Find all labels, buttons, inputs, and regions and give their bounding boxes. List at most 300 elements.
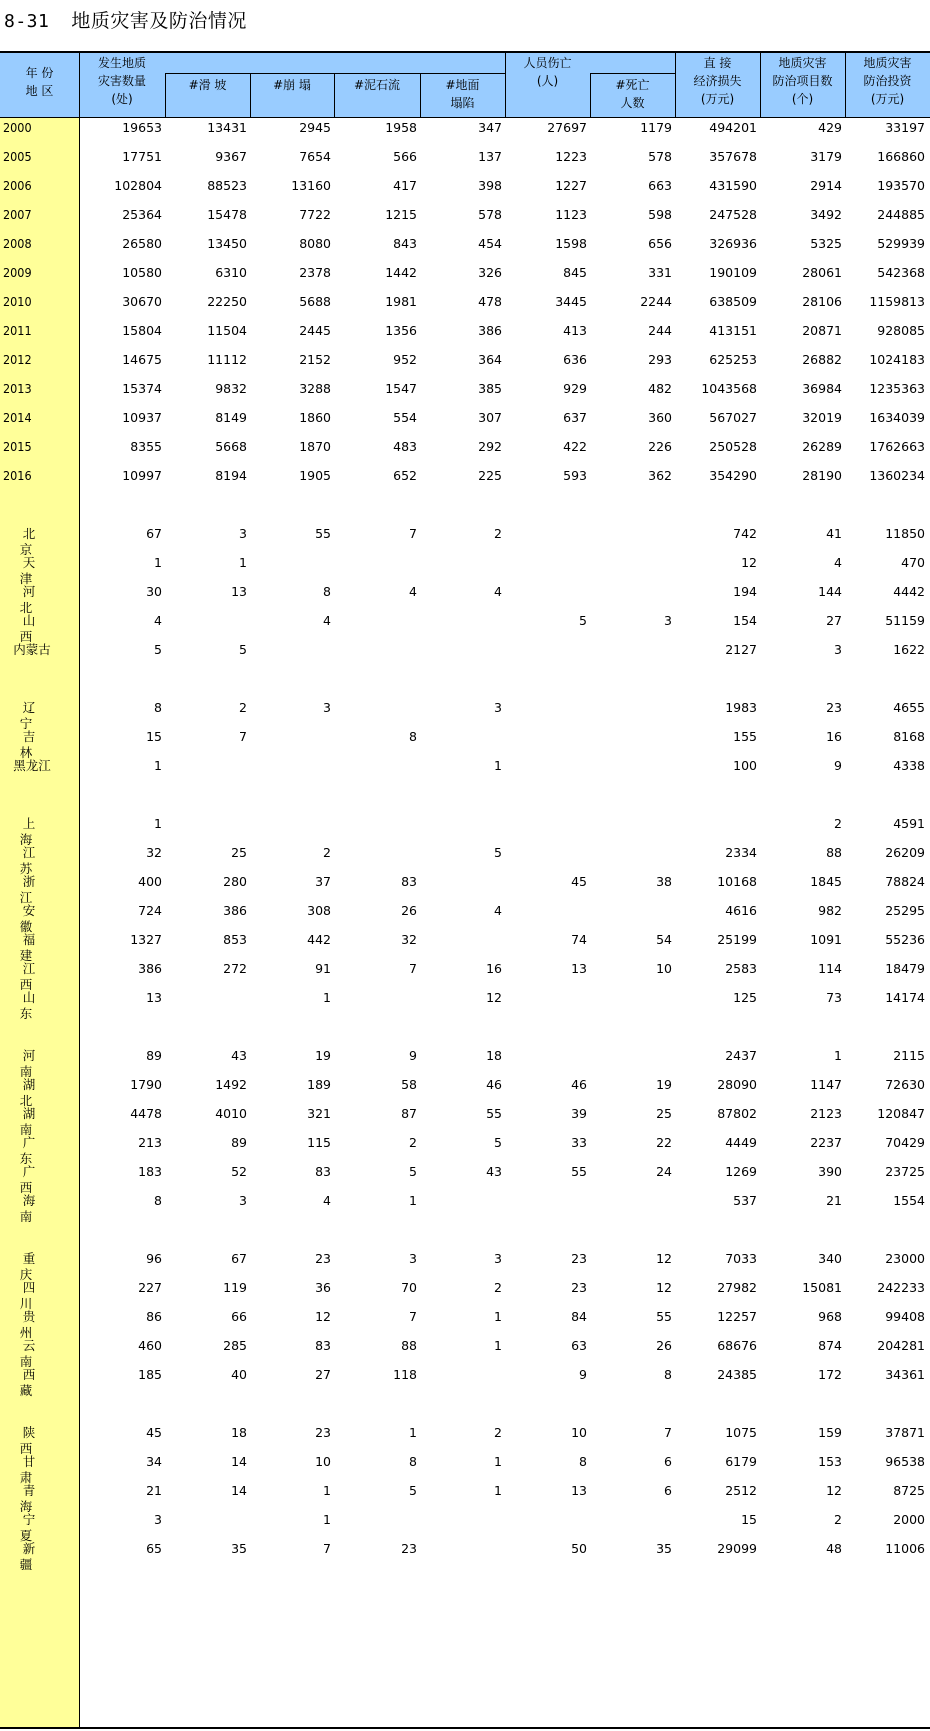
table-cell-loss: 10168 [717,874,757,889]
table-cell-collapse: 4 [323,1193,331,1208]
table-cell-collapse: 23 [315,1425,331,1440]
table-cell-investment: 34361 [885,1367,925,1382]
table-cell-debris-flow: 118 [393,1367,417,1382]
table-cell-projects: 28061 [802,265,842,280]
table-cell-disasters: 8 [154,700,162,715]
table-cell-landslide: 285 [223,1338,247,1353]
table-cell-subsidence: 1 [494,758,502,773]
table-cell-projects: 390 [818,1164,842,1179]
row-label-region: 北京 [19,526,48,557]
table-cell-collapse: 2445 [299,323,331,338]
table-cell-disasters: 15804 [122,323,162,338]
table-cell-projects: 9 [834,758,842,773]
table-cell-investment: 96538 [885,1454,925,1469]
table-cell-debris-flow: 87 [401,1106,417,1121]
row-label-region: 湖北 [19,1077,48,1108]
table-cell-landslide: 3 [239,1193,247,1208]
table-cell-investment: 470 [901,555,925,570]
header-deaths [590,76,675,112]
table-cell-landslide: 3 [239,526,247,541]
table-cell-disasters: 19653 [122,120,162,135]
row-label-region: 广东 [19,1135,48,1166]
table-cell-disasters: 96 [146,1251,162,1266]
table-cell-disasters: 4478 [130,1106,162,1121]
table-cell-loss: 29099 [717,1541,757,1556]
table-cell-loss: 2334 [725,845,757,860]
table-cell-collapse: 7 [323,1541,331,1556]
table-cell-investment: 2000 [893,1512,925,1527]
table-cell-loss: 742 [733,526,757,541]
table-cell-debris-flow: 1958 [385,120,417,135]
row-label-year: 2015 [3,439,32,454]
table-cell-collapse: 8 [323,584,331,599]
table-cell-projects: 874 [818,1338,842,1353]
table-cell-collapse: 1 [323,1483,331,1498]
table-cell-investment: 529939 [877,236,925,251]
table-cell-debris-flow: 952 [393,352,417,367]
table-cell-deaths: 244 [648,323,672,338]
row-label-region: 辽宁 [19,700,48,731]
row-label-region: 广西 [19,1164,48,1195]
header-divider [505,52,506,117]
table-cell-investment: 55236 [885,932,925,947]
table-cell-investment: 193570 [877,178,925,193]
table-cell-investment: 928085 [877,323,925,338]
table-cell-disasters: 14675 [122,352,162,367]
table-cell-casualties: 63 [571,1338,587,1353]
table-cell-disasters: 10997 [122,468,162,483]
table-cell-deaths: 293 [648,352,672,367]
table-cell-subsidence: 18 [486,1048,502,1063]
table-cell-loss: 494201 [709,120,757,135]
table-cell-casualties: 5 [579,613,587,628]
table-cell-projects: 27 [826,613,842,628]
row-label-region: 天津 [19,555,48,586]
table-cell-landslide: 2 [239,700,247,715]
table-cell-deaths: 54 [656,932,672,947]
table-cell-investment: 204281 [877,1338,925,1353]
table-cell-loss: 125 [733,990,757,1005]
table-cell-subsidence: 1 [494,1338,502,1353]
table-cell-projects: 4 [834,555,842,570]
table-cell-disasters: 400 [138,874,162,889]
table-cell-investment: 2115 [893,1048,925,1063]
header-disasters-line: 发生地质 [97,56,146,70]
table-cell-projects: 144 [818,584,842,599]
table-cell-subsidence: 16 [486,961,502,976]
table-cell-casualties: 74 [571,932,587,947]
table-cell-disasters: 185 [138,1367,162,1382]
header-collapse [250,76,334,94]
table-cell-disasters: 15 [146,729,162,744]
table-cell-casualties: 9 [579,1367,587,1382]
table-cell-collapse: 5688 [299,294,331,309]
table-cell-subsidence: 225 [478,468,502,483]
table-cell-collapse: 13160 [291,178,331,193]
row-label-region: 湖南 [19,1106,48,1137]
table-cell-projects: 26882 [802,352,842,367]
table-cell-projects: 3 [834,642,842,657]
header-projects-line: 防治项目数 [772,74,833,88]
table-cell-deaths: 35 [656,1541,672,1556]
header-disasters-line: (处) [111,92,133,106]
table-cell-loss: 6179 [725,1454,757,1469]
table-cell-disasters: 21 [146,1483,162,1498]
table-cell-disasters: 1 [154,816,162,831]
table-cell-loss: 326936 [709,236,757,251]
table-cell-collapse: 321 [307,1106,331,1121]
table-cell-loss: 28090 [717,1077,757,1092]
table-cell-disasters: 724 [138,903,162,918]
row-label-region: 宁夏 [19,1512,48,1543]
table-cell-projects: 1 [834,1048,842,1063]
table-cell-investment: 26209 [885,845,925,860]
header-collapse-line: #崩 塌 [273,78,311,92]
table-cell-collapse: 1870 [299,439,331,454]
header-divider [79,52,80,117]
table-cell-collapse: 1 [323,990,331,1005]
table-cell-deaths: 26 [656,1338,672,1353]
row-label-year: 2010 [3,294,32,309]
header-divider [675,52,676,117]
header-economic-loss-line: (万元) [700,92,735,106]
table-cell-landslide: 14 [231,1454,247,1469]
table-cell-subsidence: 2 [494,526,502,541]
table-cell-collapse: 2378 [299,265,331,280]
table-cell-casualties: 413 [563,323,587,338]
table-cell-investment: 8168 [893,729,925,744]
header-projects [760,54,845,108]
table-cell-collapse: 55 [315,526,331,541]
table-cell-disasters: 1 [154,555,162,570]
table-cell-collapse: 83 [315,1338,331,1353]
table-cell-deaths: 578 [648,149,672,164]
table-cell-subsidence: 364 [478,352,502,367]
table-cell-loss: 413151 [709,323,757,338]
table-cell-loss: 247528 [709,207,757,222]
table-cell-landslide: 386 [223,903,247,918]
table-cell-subsidence: 137 [478,149,502,164]
table-cell-casualties: 929 [563,381,587,396]
table-cell-debris-flow: 88 [401,1338,417,1353]
table-cell-casualties: 422 [563,439,587,454]
table-cell-investment: 78824 [885,874,925,889]
table-cell-investment: 33197 [885,120,925,135]
table-cell-disasters: 89 [146,1048,162,1063]
table-cell-subsidence: 1 [494,1454,502,1469]
row-label-region: 黑龙江 [13,758,51,773]
table-cell-subsidence: 12 [486,990,502,1005]
table-cell-subsidence: 578 [478,207,502,222]
table-cell-projects: 26289 [802,439,842,454]
table-cell-debris-flow: 26 [401,903,417,918]
table-cell-subsidence: 326 [478,265,502,280]
header-debris-flow [334,76,420,94]
table-cell-casualties: 10 [571,1425,587,1440]
table-cell-loss: 194 [733,584,757,599]
table-cell-landslide: 22250 [207,294,247,309]
table-cell-loss: 537 [733,1193,757,1208]
header-economic-loss-line: 直 接 [703,56,732,70]
table-cell-investment: 4338 [893,758,925,773]
table-cell-debris-flow: 554 [393,410,417,425]
subheader-border-casualties [590,73,675,74]
table-cell-projects: 159 [818,1425,842,1440]
table-cell-investment: 18479 [885,961,925,976]
table-cell-casualties: 55 [571,1164,587,1179]
table-cell-disasters: 30670 [122,294,162,309]
table-cell-investment: 1762663 [869,439,925,454]
table-cell-landslide: 9832 [215,381,247,396]
table-cell-loss: 2127 [725,642,757,657]
header-deaths-line: 人数 [620,96,645,110]
table-cell-loss: 24385 [717,1367,757,1382]
table-cell-subsidence: 1 [494,1483,502,1498]
table-cell-debris-flow: 1981 [385,294,417,309]
table-cell-subsidence: 347 [478,120,502,135]
table-cell-debris-flow: 83 [401,874,417,889]
table-cell-loss: 250528 [709,439,757,454]
table-cell-deaths: 55 [656,1309,672,1324]
table-cell-landslide: 13450 [207,236,247,251]
table-cell-loss: 190109 [709,265,757,280]
header-economic-loss-line: 经济损失 [693,74,742,88]
table-cell-investment: 8725 [893,1483,925,1498]
table-cell-projects: 3492 [810,207,842,222]
table-cell-deaths: 19 [656,1077,672,1092]
table-cell-casualties: 636 [563,352,587,367]
table-cell-disasters: 227 [138,1280,162,1295]
table-cell-projects: 23 [826,700,842,715]
table-cell-collapse: 1860 [299,410,331,425]
table-cell-investment: 1024183 [869,352,925,367]
table-cell-collapse: 442 [307,932,331,947]
table-cell-investment: 14174 [885,990,925,1005]
table-cell-landslide: 13431 [207,120,247,135]
table-cell-investment: 23725 [885,1164,925,1179]
table-cell-loss: 1043568 [701,381,757,396]
table-cell-investment: 542368 [877,265,925,280]
table-cell-subsidence: 3 [494,1251,502,1266]
table-cell-disasters: 1327 [130,932,162,947]
row-label-region: 四川 [19,1280,48,1311]
table-cell-subsidence: 5 [494,845,502,860]
table-cell-loss: 155 [733,729,757,744]
table-cell-landslide: 43 [231,1048,247,1063]
row-label-region: 江西 [19,961,48,992]
table-cell-landslide: 35 [231,1541,247,1556]
table-cell-loss: 1075 [725,1425,757,1440]
table-cell-casualties: 8 [579,1454,587,1469]
row-label-year: 2006 [3,178,32,193]
table-cell-projects: 15081 [802,1280,842,1295]
header-landslide-line: #滑 坡 [188,78,227,92]
header-divider [760,52,761,117]
table-cell-disasters: 65 [146,1541,162,1556]
table-cell-projects: 20871 [802,323,842,338]
table-cell-landslide: 40 [231,1367,247,1382]
table-cell-investment: 25295 [885,903,925,918]
table-cell-disasters: 1 [154,758,162,773]
table-cell-projects: 1091 [810,932,842,947]
table-cell-collapse: 2152 [299,352,331,367]
row-label-year: 2014 [3,410,32,425]
table-cell-landslide: 6310 [215,265,247,280]
table-cell-projects: 32019 [802,410,842,425]
row-label-region: 浙江 [19,874,48,905]
table-cell-debris-flow: 843 [393,236,417,251]
table-cell-deaths: 482 [648,381,672,396]
table-cell-disasters: 32 [146,845,162,860]
table-cell-loss: 625253 [709,352,757,367]
header-year-region [0,64,79,100]
table-cell-collapse: 4 [323,613,331,628]
table-cell-projects: 28106 [802,294,842,309]
table-cell-debris-flow: 5 [409,1483,417,1498]
table-cell-investment: 1360234 [869,468,925,483]
row-label-year: 2005 [3,149,32,164]
table-cell-subsidence: 307 [478,410,502,425]
table-cell-deaths: 22 [656,1135,672,1150]
table-cell-collapse: 189 [307,1077,331,1092]
header-subdivider [165,73,166,117]
table-cell-projects: 1845 [810,874,842,889]
table-cell-investment: 23000 [885,1251,925,1266]
header-casualties [505,54,590,90]
row-label-region: 吉林 [19,729,48,760]
table-cell-casualties: 845 [563,265,587,280]
header-subdivider [250,73,251,117]
table-cell-disasters: 45 [146,1425,162,1440]
table-cell-collapse: 3288 [299,381,331,396]
table-cell-projects: 28190 [802,468,842,483]
table-cell-investment: 4655 [893,700,925,715]
table-cell-collapse: 37 [315,874,331,889]
table-cell-disasters: 67 [146,526,162,541]
table-cell-investment: 166860 [877,149,925,164]
table-cell-debris-flow: 4 [409,584,417,599]
table-cell-debris-flow: 8 [409,729,417,744]
table-cell-landslide: 5668 [215,439,247,454]
table-cell-collapse: 12 [315,1309,331,1324]
table-cell-loss: 4449 [725,1135,757,1150]
table-cell-debris-flow: 5 [409,1164,417,1179]
table-cell-loss: 7033 [725,1251,757,1266]
table-cell-investment: 4442 [893,584,925,599]
table-cell-casualties: 3445 [555,294,587,309]
table-cell-disasters: 213 [138,1135,162,1150]
table-bottom-border [0,1727,930,1729]
table-cell-landslide: 8194 [215,468,247,483]
table-cell-projects: 172 [818,1367,842,1382]
table-cell-disasters: 8 [154,1193,162,1208]
table-cell-collapse: 36 [315,1280,331,1295]
table-cell-casualties: 593 [563,468,587,483]
table-cell-subsidence: 398 [478,178,502,193]
table-cell-projects: 982 [818,903,842,918]
row-label-region: 重庆 [19,1251,48,1282]
header-subdivider [590,73,591,117]
table-cell-debris-flow: 58 [401,1077,417,1092]
table-cell-landslide: 11112 [207,352,247,367]
table-cell-investment: 51159 [885,613,925,628]
table-cell-projects: 2914 [810,178,842,193]
table-cell-casualties: 50 [571,1541,587,1556]
table-cell-casualties: 39 [571,1106,587,1121]
table-cell-casualties: 13 [571,1483,587,1498]
table-cell-collapse: 1 [323,1512,331,1527]
row-label-region: 山西 [19,613,48,644]
row-label-region: 西藏 [19,1367,48,1398]
table-cell-disasters: 13 [146,990,162,1005]
table-cell-debris-flow: 7 [409,526,417,541]
table-cell-landslide: 272 [223,961,247,976]
table-cell-loss: 4616 [725,903,757,918]
table-cell-loss: 2583 [725,961,757,976]
table-cell-collapse: 2 [323,845,331,860]
table-cell-projects: 41 [826,526,842,541]
header-disasters [79,54,165,108]
header-investment-line: (万元) [870,92,905,106]
table-cell-disasters: 183 [138,1164,162,1179]
table-cell-deaths: 7 [664,1425,672,1440]
table-cell-collapse: 19 [315,1048,331,1063]
table-cell-deaths: 12 [656,1280,672,1295]
table-cell-landslide: 14 [231,1483,247,1498]
table-cell-landslide: 88523 [207,178,247,193]
row-label-region: 陕西 [19,1425,48,1456]
header-investment-line: 地质灾害 [863,56,912,70]
table-cell-collapse: 91 [315,961,331,976]
table-cell-projects: 153 [818,1454,842,1469]
table-cell-landslide: 11504 [207,323,247,338]
table-cell-disasters: 26580 [122,236,162,251]
row-label-year: 2012 [3,352,32,367]
table-cell-projects: 5325 [810,236,842,251]
subheader-border-disasters [165,73,505,74]
table-cell-loss: 567027 [709,410,757,425]
table-cell-debris-flow: 7 [409,1309,417,1324]
table-cell-loss: 1983 [725,700,757,715]
table-cell-investment: 1634039 [869,410,925,425]
table-cell-collapse: 3 [323,700,331,715]
table-cell-investment: 4591 [893,816,925,831]
table-cell-landslide: 8149 [215,410,247,425]
header-subdivider [420,73,421,117]
table-cell-collapse: 7722 [299,207,331,222]
table-cell-disasters: 30 [146,584,162,599]
row-label-year: 2007 [3,207,32,222]
table-cell-loss: 354290 [709,468,757,483]
table-cell-disasters: 34 [146,1454,162,1469]
table-cell-collapse: 23 [315,1251,331,1266]
header-debris-flow-line: #泥石流 [353,78,401,92]
table-cell-disasters: 86 [146,1309,162,1324]
table-cell-landslide: 1492 [215,1077,247,1092]
table-cell-landslide: 13 [231,584,247,599]
table-cell-investment: 11006 [885,1541,925,1556]
table-cell-disasters: 102804 [114,178,162,193]
table-cell-investment: 1622 [893,642,925,657]
table-cell-disasters: 1790 [130,1077,162,1092]
table-cell-investment: 70429 [885,1135,925,1150]
header-subsidence-line: 塌陷 [450,96,475,110]
table-cell-projects: 21 [826,1193,842,1208]
table-cell-landslide: 1 [239,555,247,570]
row-label-year: 2016 [3,468,32,483]
table-cell-debris-flow: 8 [409,1454,417,1469]
table-cell-loss: 1269 [725,1164,757,1179]
